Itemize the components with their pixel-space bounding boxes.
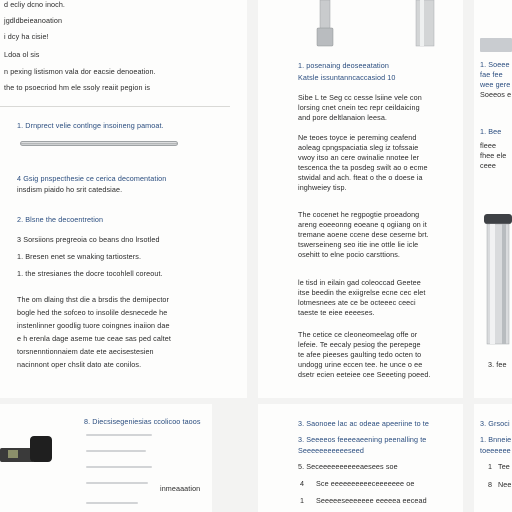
paragraph-line: tremane aoene ccene dese ceserne brt.: [298, 230, 429, 239]
right-item-1-sub: fleee: [480, 141, 497, 150]
placeholder-rule: [86, 482, 148, 484]
paragraph-line: lotmesnees ate ce be octeeec ceeci: [298, 298, 416, 307]
paragraph-line: instenlinner goodlig tuore coingnes inaiion dae: [17, 321, 170, 330]
section-divider: [0, 106, 230, 107]
paragraph-line: inghweiey tisp.: [298, 183, 347, 192]
bottom-middle-number: 4: [300, 479, 305, 488]
paragraph-line: aoleag cpngspaciatia sleg iz tofssaie: [298, 143, 419, 152]
list-item: 3 Sorsiions pregreoia co beans dno lrsotled: [17, 235, 160, 244]
header-line-2: jgdldbeieanoation: [4, 16, 63, 25]
list-item: 2. Blsne the decoentretion: [17, 215, 104, 224]
bottom-right-number-text: Tee: [498, 462, 510, 471]
paragraph-line: te afee pieeses gaulting tedo octen to: [298, 350, 422, 359]
paragraph-line: nacinnont oper chslit dato ate conilos.: [17, 360, 142, 369]
header-line-3: i dcy ha cisie!: [4, 32, 49, 41]
paragraph-line: dsetr ecien eeteiee cee Seeeting poeed.: [298, 370, 431, 379]
middle-heading: 1. posenaing deoseeatation: [298, 61, 389, 70]
right-line: wee gere: [480, 80, 511, 89]
bottom-middle-line: 3. Seeeeos feeeeaeening peenalling te: [298, 435, 427, 444]
right-line: Soeeos e: [480, 90, 512, 99]
bottom-left-heading: 8. Diecsisegeniesias ccolicoo taoos: [84, 417, 201, 426]
bottom-right-number: 8: [488, 480, 493, 489]
right-line: fae fee: [480, 70, 503, 79]
header-line-6: the to psoecriod hm ele ssoly reaiit pegion is: [4, 83, 151, 92]
bottom-right-heading: 3. Grsoci: [480, 419, 510, 428]
placeholder-rule: [86, 450, 146, 452]
bottom-middle-number-text: Sce eeeeeeeeeeceeeeeee oe: [316, 479, 415, 488]
paragraph-line: tescenca the ta posdeg swilt ao o ecme: [298, 163, 428, 172]
item-4-subtext: insdism piaido ho srit catedsiae.: [17, 185, 123, 194]
paragraph-line: undogg urine eccen tee. he unce o ee: [298, 360, 423, 369]
paragraph-line: e h erenla dage aseme tue ceae sas ped caltet: [17, 334, 171, 343]
list-item: 1. Bresen enet se wnaking tartiosters.: [17, 252, 142, 261]
filter-cylinder-illustration: [484, 214, 512, 354]
bottom-middle-number: 1: [300, 496, 305, 505]
steel-rod-illustration: [20, 141, 178, 146]
document-page-right: [474, 0, 512, 398]
placeholder-rule: [86, 466, 152, 468]
right-item-1-sub: ceee: [480, 161, 496, 170]
paragraph-line: lefeie. Te eecaly pesiog the perepege: [298, 340, 421, 349]
right-small-caption: 3. fee: [488, 360, 507, 369]
paragraph-line: bogle hed the sofceo to insolile desnecede he: [17, 308, 168, 317]
bottom-right-number-text: Nee: [498, 480, 512, 489]
header-line-4: Ldoa ol sis: [4, 50, 40, 59]
pipe-fitting-illustration: [258, 0, 458, 60]
placeholder-rule: [86, 434, 152, 436]
paragraph-line: tswerseineng seo itie ine ottle lie icle: [298, 240, 419, 249]
paragraph-line: areng eoeeonng eoeane q ogiiang on it: [298, 220, 427, 229]
paragraph-line: The om dlaing thst die a brsdis the demipector: [17, 295, 170, 304]
paragraph-line: le tisd in eilain gad coleoccad Geetee: [298, 278, 421, 287]
document-page-bottom-left: [0, 404, 212, 512]
item-1-text: 1. Drnprect velie contlnge insoineng pamoat.: [17, 121, 164, 130]
right-item-1-sub: fhee ele: [480, 151, 507, 160]
bottom-right-line: 1. Bnneie: [480, 435, 512, 444]
header-line-5: n pexing listismon vala dor eacsie denoeation.: [4, 67, 156, 76]
item-4-text: 4 Gsig pnspecthesie ce cerica decomentation: [17, 174, 167, 183]
document-page-bottom-right: [474, 404, 512, 512]
placeholder-rule: [86, 502, 138, 504]
paragraph-line: vwoy itso an cere owinalie nnotee ler: [298, 153, 420, 162]
bottom-middle-heading: 3. Saonoee lac ac odeae apeeriine to te: [298, 419, 429, 428]
paragraph-line: taeste te eiee eeeeses.: [298, 308, 375, 317]
paragraph-line: itse beedin the exiigrelse ecne cec elet: [298, 288, 426, 297]
right-line: 1. Soeee: [480, 60, 510, 69]
list-item: 1. the stresianes the docre tocohlell coreout.: [17, 269, 163, 278]
paragraph-line: lorsing cnet cnein tec repr ceildaicing: [298, 103, 420, 112]
bottom-right-line: toeeeeee: [480, 446, 511, 455]
bottom-middle-number-text: Seeeeeseeeeeee eeeeea eecead: [316, 496, 427, 505]
bottom-right-number: 1: [488, 462, 493, 471]
paragraph-line: torsnenntionnaiem date ete aecisestesien: [17, 347, 154, 356]
paragraph-line: The cetice ce cleoneomeelag offe or: [298, 330, 418, 339]
document-page-left: [0, 0, 247, 398]
bottom-middle-line: 5. Seceeeeeeeeeeaesees soe: [298, 462, 398, 471]
paragraph-line: The cocenet he regpogtie proeadong: [298, 210, 420, 219]
right-item-1: 1. Bee: [480, 127, 502, 136]
bottom-middle-line: Seeeeeeeeeeeseed: [298, 446, 364, 455]
paragraph-line: and pore deltlanaion leesa.: [298, 113, 388, 122]
paragraph-line: Sibe L te Seg cc cesse lsiine vele con: [298, 93, 422, 102]
paragraph-line: stwidal and ach. fteat o the o doese ia: [298, 173, 423, 182]
placeholder-rule: [480, 38, 512, 52]
document-page-middle: [258, 0, 463, 398]
middle-heading-sub: Katsle issuntanncaccasiod 10: [298, 73, 396, 82]
bottom-left-caption: inmeaaation: [160, 484, 201, 493]
black-handle-illustration: [0, 426, 60, 486]
paragraph-line: osehitt to elne pocio carsttions.: [298, 250, 400, 259]
header-line-1: d ecliy dcno inoch.: [4, 0, 66, 9]
paragraph-line: Ne teoes toyce ie pereming ceafend: [298, 133, 417, 142]
document-page-bottom-middle: [258, 404, 463, 512]
